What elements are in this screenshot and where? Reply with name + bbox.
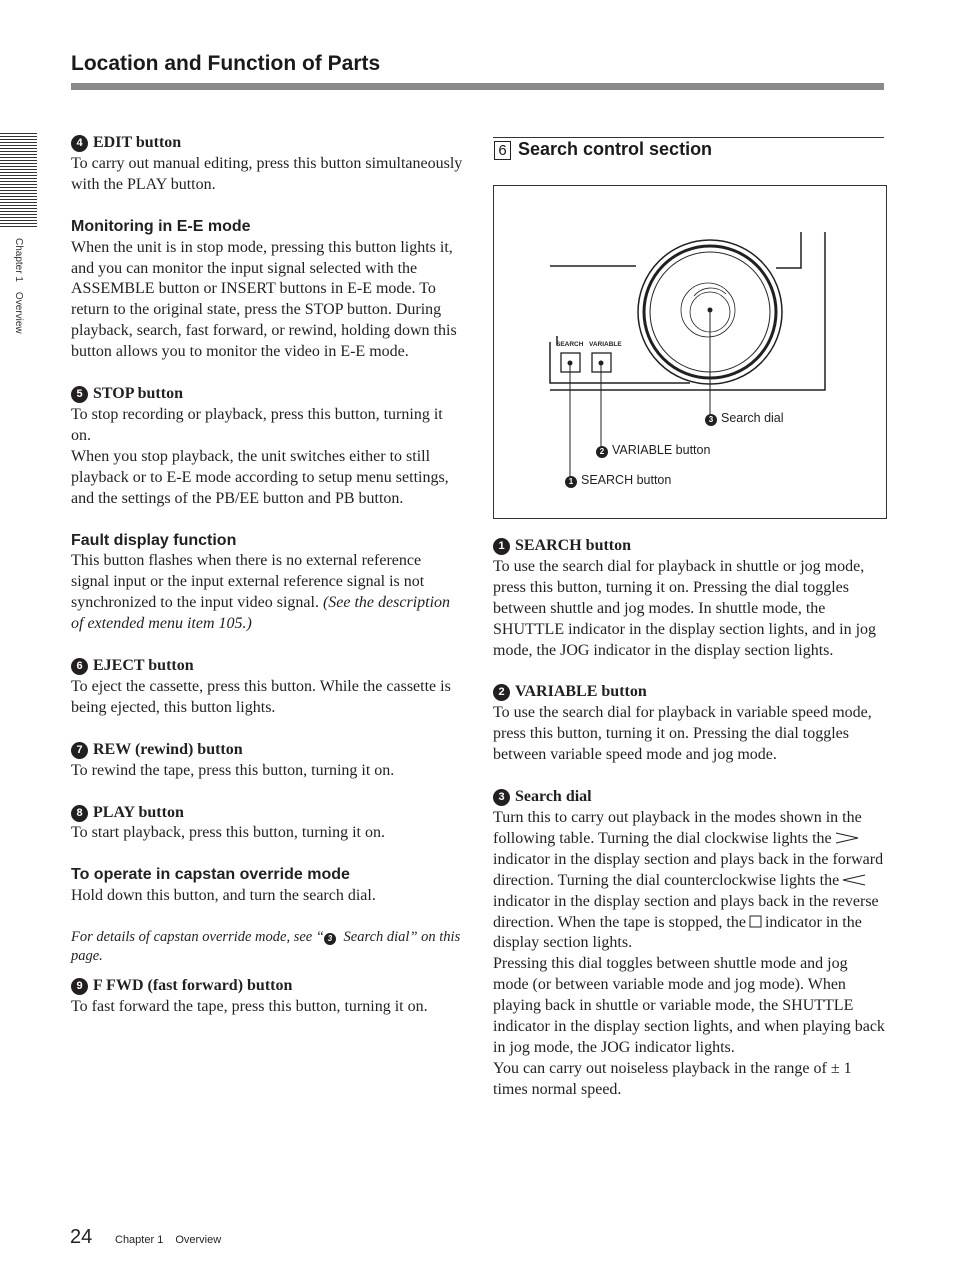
- number-badge: 3: [705, 414, 717, 426]
- fault-ref: (See the description of extended menu item 105.): [71, 594, 451, 633]
- search-dial-body-1: Turn this to carry out playback in the modes shown in the following table. Turning the dial clockwise lights theindicator in the display section and plays back in the forward direction. Turning the dial counterclockwise lights theindicator in the display section and plays back in the reverse direction. When the tape is stopped, the indicator in the display section lights.: [493, 808, 884, 952]
- variable-button-body: To use the search dial for playback in variable speed mode, press this button, turning it on. Pressing the dial toggles between variable speed mode and jog mode.: [493, 704, 872, 764]
- section-rule: [493, 137, 884, 138]
- capstan-note: For details of capstan override mode, see “ 3 Search dial” on this page.: [71, 929, 461, 965]
- side-chapter: Chapter 1: [13, 238, 24, 282]
- rew-heading: 7 REW (rewind) button: [71, 740, 463, 761]
- number-badge: 3: [493, 789, 510, 806]
- play-heading: 8 PLAY button: [71, 803, 463, 824]
- left-column: [71, 133, 463, 1018]
- stop-heading: 5 STOP button: [71, 384, 463, 405]
- capstan-heading: To operate in capstan override mode: [71, 866, 350, 884]
- search-dial-heading: 3 Search dial: [493, 787, 885, 808]
- number-badge: 4: [71, 135, 88, 152]
- callout-variable-button: 2 VARIABLE button: [596, 443, 710, 458]
- stop-indicator-icon: [749, 915, 762, 928]
- search-button-body: To use the search dial for playback in shuttle or jog mode, press this button, turning it on. Pressing the dial toggles between shuttle and jog modes. In shuttle mode, the SHUTTLE indicator in the display section lights, and in jog mode, the JOG indicator in the display section lights.: [493, 557, 877, 659]
- eject-heading: 6 EJECT button: [71, 656, 463, 677]
- footer-chapter: Chapter 1 Overview: [115, 1234, 222, 1246]
- figure-variable-label: VARIABLE: [589, 341, 622, 348]
- fault-heading: Fault display function: [71, 531, 237, 549]
- chapter-tab-marker: [0, 133, 37, 227]
- callout-search-dial: 3 Search dial: [705, 411, 784, 426]
- ffwd-body: To fast forward the tape, press this button, turning it on.: [71, 998, 428, 1016]
- play-body: To start playback, press this button, turning it on.: [71, 824, 385, 842]
- search-control-illustration: [494, 186, 886, 518]
- eject-body: To eject the cassette, press this button. While the cassette is being ejected, this button lights.: [71, 677, 451, 716]
- fault-body: This button flashes when there is no external reference signal input or the input external reference signal is not synchronized to the input video signal. (See the description of extended menu item 105.): [71, 552, 451, 633]
- search-control-figure: [493, 185, 887, 519]
- number-badge: 2: [493, 684, 510, 701]
- title-rule: [71, 83, 884, 90]
- number-badge: 9: [71, 978, 88, 995]
- monitoring-heading: Monitoring in E-E mode: [71, 217, 251, 235]
- page-title: Location and Function of Parts: [71, 52, 381, 75]
- side-chapter-label: [13, 238, 24, 344]
- edit-heading: 4 EDIT button: [71, 133, 463, 154]
- stop-body-2: When you stop playback, the unit switches either to still playback or to E-E mode according to setup menu settings, and the settings of the PB/EE button and PB button.: [71, 447, 449, 507]
- search-dial-body-3: You can carry out noiseless playback in the range of ± 1 times normal speed.: [493, 1059, 852, 1098]
- variable-button-heading: 2 VARIABLE button: [493, 682, 885, 703]
- section-number: 6: [494, 141, 511, 160]
- number-badge: 8: [71, 805, 88, 822]
- ffwd-heading: 9 F FWD (fast forward) button: [71, 976, 463, 997]
- monitoring-body: When the unit is in stop mode, pressing this button lights it, and you can monitor the input signal selected with the ASSEMBLE button or INSERT buttons in E-E mode. To return to the original state, press the STOP button. During playback, search, fast forward, or rewind, holding down this button allows you to monitor the video in E-E mode.: [71, 238, 457, 361]
- callout-search-button: 1 SEARCH button: [565, 473, 671, 488]
- rew-body: To rewind the tape, press this button, turning it on.: [71, 761, 395, 779]
- number-badge: 2: [596, 446, 608, 458]
- number-badge: 1: [565, 476, 577, 488]
- side-section: Overview: [13, 291, 24, 334]
- number-badge: 3: [324, 933, 336, 945]
- stop-body-1: To stop recording or playback, press this button, turning it on.: [71, 405, 443, 444]
- search-dial-body-2: Pressing this dial toggles between shuttle mode and jog mode (or between variable mode and jog mode). When playing back in shuttle or variable mode, the SHUTTLE indicator in the display section lights, and when playing back in jog mode, the JOG indicator lights.: [493, 955, 885, 1056]
- right-column: [493, 536, 885, 1101]
- reverse-indicator-icon: [842, 874, 866, 886]
- capstan-body: Hold down this button, and turn the search dial.: [71, 887, 376, 905]
- number-badge: 7: [71, 742, 88, 759]
- edit-body: To carry out manual editing, press this button simultaneously with the PLAY button.: [71, 154, 463, 193]
- search-button-heading: 1 SEARCH button: [493, 536, 885, 557]
- number-badge: 6: [71, 658, 88, 675]
- section-heading: 6 Search control section: [494, 139, 712, 160]
- number-badge: 5: [71, 386, 88, 403]
- number-badge: 1: [493, 538, 510, 555]
- figure-search-label: SEARCH: [556, 341, 584, 348]
- forward-indicator-icon: [835, 832, 859, 844]
- page-number: 24: [70, 1226, 93, 1248]
